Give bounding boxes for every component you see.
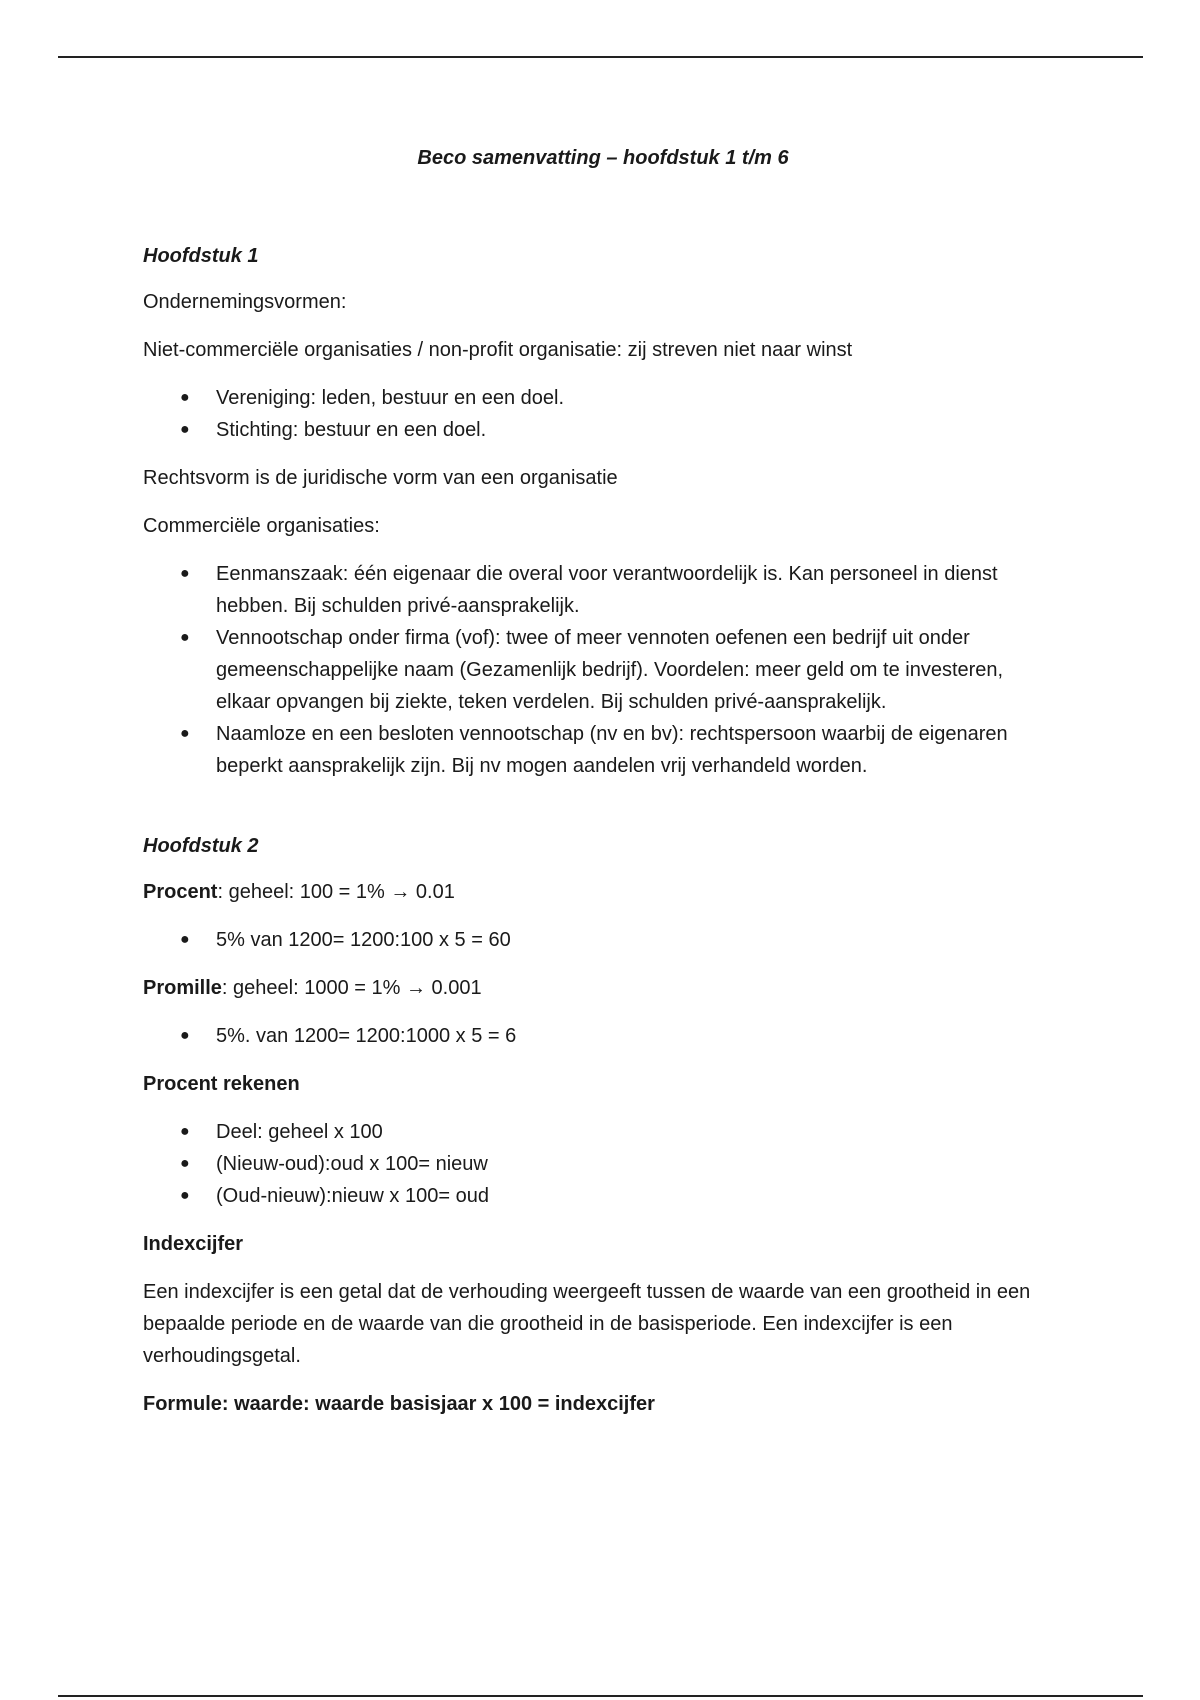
list-item: ● Vereniging: leden, bestuur en een doel. [143,382,1063,414]
bullet-icon: ● [180,725,190,742]
promille-line [143,972,1063,1004]
top-rule [58,56,1143,58]
list-item: ● Vennootschap onder firma (vof): twee of meer vennoten oefenen een bedrijf uit onder gemeenschappelijke naam (Gezamenlijk bedrijf). Voordelen: meer geld om te investeren, elkaar opvangen bij ziekte, teken verdelen. Bij schulden privé-aansprakelijk. [143,622,1063,718]
bottom-rule [58,1695,1143,1697]
commercial-list [143,558,1063,782]
bullet-icon: ● [180,629,190,646]
indexcijfer-label: Indexcijfer [143,1233,244,1255]
bullet-icon: ● [180,421,190,438]
bullet-icon: ● [180,931,190,948]
bullet-icon: ● [180,1187,190,1204]
list-item: ● (Oud-nieuw):nieuw x 100= oud [143,1180,1063,1212]
bullet-icon: ● [180,1155,190,1172]
list-item: ● Deel: geheel x 100 [143,1116,1063,1148]
nonprofit-line: Niet-commerciële organisaties / non-profit organisatie: zij streven niet naar winst [143,339,853,361]
list-item: ● 5% van 1200= 1200:100 x 5 = 60 [143,924,1063,956]
list-item: ● 5%. van 1200= 1200:1000 x 5 = 6 [143,1020,1063,1052]
procent-rekenen-label: Procent rekenen [143,1073,300,1095]
procent-line [143,876,1063,908]
procent-rekenen-list [143,1116,1063,1212]
list-item: ● Stichting: bestuur en een doel. [143,414,1063,446]
bullet-icon: ● [180,1027,190,1044]
legal-form-line: Rechtsvorm is de juridische vorm van een organisatie [143,467,618,489]
promille-list [143,1020,1063,1052]
bullet-icon: ● [180,1123,190,1140]
document-title: Beco samenvatting – hoofdstuk 1 t/m 6 [417,147,789,169]
list-item: ● Eenmanszaak: één eigenaar die overal voor verantwoordelijk is. Kan personeel in dienst hebben. Bij schulden privé-aansprakelijk. [143,558,1063,622]
bullet-icon: ● [180,389,190,406]
bullet-icon: ● [180,565,190,582]
promille-label: Promille [143,977,222,999]
chapter-1-heading: Hoofdstuk 1 [143,245,259,267]
procent-text: : geheel: 100 = 1% → 0.01 [217,881,455,903]
indexcijfer-text: Een indexcijfer is een getal dat de verhouding weergeeft tussen de waarde van een grootheid in een bepaalde periode en de waarde van die grootheid in de basisperiode. Een indexcijfer is een verhoudingsgetal. [143,1281,1031,1367]
procent-label: Procent [143,881,218,903]
promille-text: : geheel: 1000 = 1% → 0.001 [221,977,482,999]
chapter-2-heading: Hoofdstuk 2 [143,835,259,857]
commercial-label: Commerciële organisaties: [143,515,380,537]
nonprofit-list [143,382,1063,446]
forms-label: Ondernemingsvormen: [143,291,347,313]
list-item: ● Naamloze en een besloten vennootschap (nv en bv): rechtspersoon waarbij de eigenaren beperkt aansprakelijk zijn. Bij nv mogen aandelen vrij verhandeld worden. [143,718,1063,782]
formula-line: Formule: waarde: waarde basisjaar x 100 = indexcijfer [143,1393,655,1415]
list-item: ● (Nieuw-oud):oud x 100= nieuw [143,1148,1063,1180]
procent-list [143,924,1063,956]
document-page [143,142,1063,1436]
